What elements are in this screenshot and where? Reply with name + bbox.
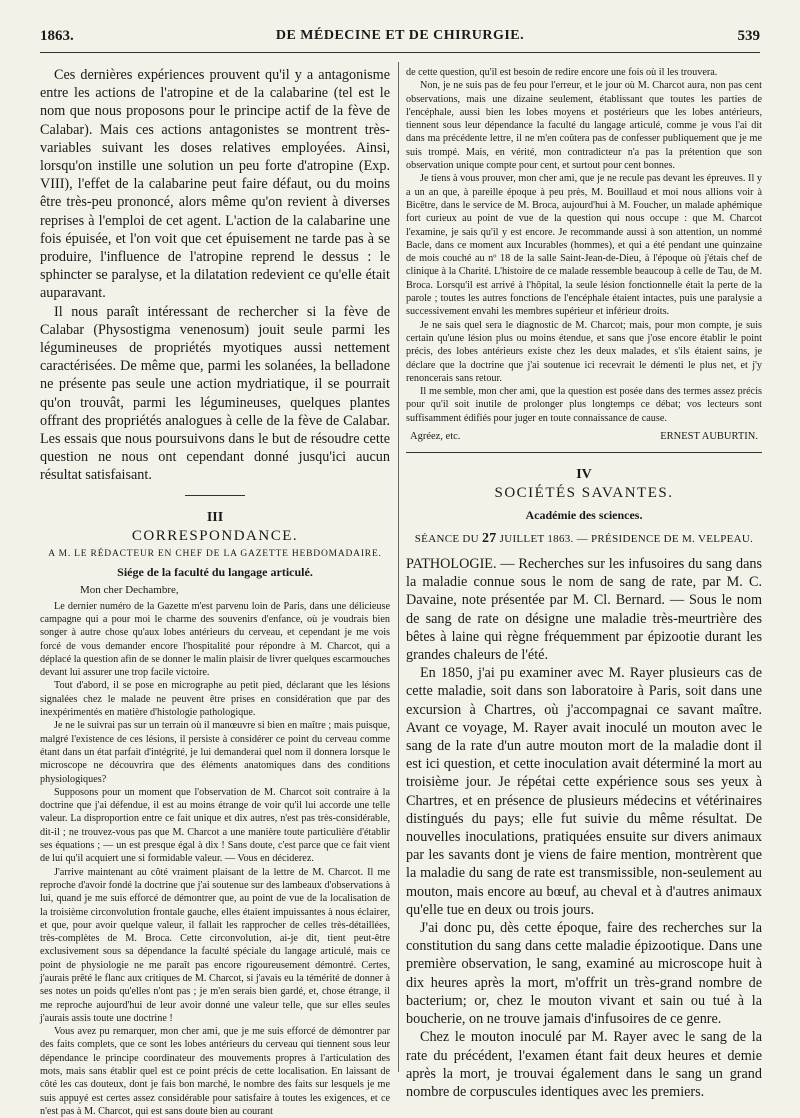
paragraph: PATHOLOGIE. — Recherches sur les infusoires du sang dans la maladie connue sous le nom de sang de rate, par M. C. Davaine, note présentée par M. Cl. Bernard. — Sous le nom de sang de rate on désigne une maladie très-meurtrière des bêtes à laine qui règne fréquemment par épizootie durant les grandes chaleurs de l'été. bbox=[406, 556, 762, 664]
paragraph: Il nous paraît intéressant de rechercher si la fève de Calabar (Physostigma venenosum) jouit seule parmi les légumineuses de propriétés myotiques aussi nettement caractérisées. De même que, parmi les solanées, la belladone ne présente pas seule une action mydriatique, il se pourrait qu'on trouvât, parmi les légumineuses, quelques plantes offrant des propriétés analogues à celle de la fève de Calabar. Les essais que nous poursuivons dans le but de résoudre cette question ne nous ont cependant donné jusqu'ici aucun résultat satisfaisant. bbox=[40, 303, 390, 484]
salutation: Mon cher Dechambre, bbox=[80, 583, 179, 596]
paragraph: Je ne sais quel sera le diagnostic de M. Charcot; mais, pour mon compte, je suis certain qu'une lésion plus ou moins étendue, et sans que j'ose encore établir le point précis, des lobes antérieurs existe chez les deux malades, et s'ils étaient sains, je déclare que la doctrine que j'ai soutenue ici recevrait le démenti le plus net, et j'y renoncerais sans retour. bbox=[406, 319, 762, 384]
running-header bbox=[40, 28, 760, 50]
paragraph: Non, je ne suis pas de feu pour l'erreur, et le jour où M. Charcot aura, non pas cent observations, mais une dizaine seulement, établissant que toutes les parties de l'encéphale, aussi bien les lobes moyens et postérieurs que les lobes antérieurs, tiennent sous leur dépendance la faculté du langage articulé, comme je vous l'ai dit dans ma précédente lettre, il ne m'en coûtera pas de confesser publiquement que je me suis trompé. Mais, en vérité, mon contradicteur n'a pas la prétention que son observation unique compte pour cent, et surtout pour cent bonnes. bbox=[406, 80, 762, 172]
paragraph: Le dernier numéro de la Gazette m'est parvenu loin de Paris, dans une délicieuse campagne qui a pour moi le charme des souvenirs d'enfance, où je voudrais bien songer à autre chose qu'aux lobes antérieurs du cerveau, et cependant je me vois forcé de vous demander encore l'hospitalité pour répondre à M. Charcot, qui a déplacé la question afin de se donner le malin plaisir de livrer quelques escarmouches devant lui assurer une trop facile victoire. bbox=[40, 600, 390, 679]
session-line bbox=[406, 531, 762, 547]
section-number: III bbox=[206, 509, 224, 525]
right-column bbox=[406, 66, 762, 1101]
header-title: DE MÉDECINE ET DE CHIRURGIE. bbox=[275, 28, 525, 43]
paragraph: de cette question, qu'il est besoin de redire encore une fois où il les trouvera. bbox=[406, 67, 718, 78]
paragraph: Tout d'abord, il se pose en micrographe au petit pied, déclarant que les lésions signalées chez le malade ne peuvent être prises en considération que par des inexpérimentés en matière d'histologie pathologique. bbox=[40, 680, 390, 719]
paragraph: Il me semble, mon cher ami, que la question est posée dans des termes assez précis pour qu'il soit inutile de prolonger plus longtemps ce débat; vos lecteurs sont suffisamment édifiés pour juger en toute connaissance de cause. bbox=[406, 386, 762, 424]
paragraph: J'ai donc pu, dès cette époque, faire des recherches sur la constitution du sang dans cette maladie épizootique. Dans une première observation, le sang, examiné au microscope huit à dix heures après la mort, m'offrit un très-grand nombre de bacterium; or, chez le mouton vivant et sain ou tué à la boucherie, on ne trouve jamais d'infusoires de ce genre. bbox=[406, 920, 762, 1028]
session-prefix: SÉANCE DU bbox=[414, 533, 479, 546]
session-suffix: JUILLET 1863. — PRÉSIDENCE DE M. VELPEAU. bbox=[499, 533, 754, 546]
left-column bbox=[40, 66, 390, 1118]
signoff-greeting: Agréez, etc. bbox=[410, 431, 461, 443]
signoff-author: ERNEST AUBURTIN. bbox=[660, 431, 758, 443]
section-divider bbox=[406, 452, 762, 453]
paragraph: Vous avez pu remarquer, mon cher ami, que je me suis efforcé de démontrer par des faits complets, que ce sont les lobes antérieurs du cerveau qui tiennent sous leur dépendance le principe coordinateur des mouvements propres à l'articulation des mots, mais sans établir quel est ce point précis de cette localisation. En laissant de côté les cas douteux, dont je fais bon marché, le nombre des faits sur lesquels je me suis appuyé est certes assez considérable pour satisfaire à toutes les exigences, et ce n'est pas à M. Charcot, qui est sans doute bien au courant bbox=[40, 1026, 390, 1117]
session-day: 27 bbox=[481, 531, 497, 547]
header-year: 1863. bbox=[40, 28, 74, 44]
article-subheading: Siége de la faculté du langage articulé. bbox=[117, 564, 313, 579]
section-divider bbox=[185, 495, 245, 496]
section-number: IV bbox=[576, 467, 592, 483]
paragraph: Je ne le suivrai pas sur un terrain où il manœuvre si bien en maître ; mais puisque, malgré l'existence de ces lésions, il persiste à considérer ce point du cerveau comme étant dans un état parfait d'intégrité, je lui demanderai quel nom il donnera lorsque le microscope ne découvrira que des éléments anatomiques dans des conditions physiologiques? bbox=[40, 720, 390, 785]
paragraph: Supposons pour un moment que l'observation de M. Charcot soit contraire à la doctrine que j'ai défendue, il est au moins étrange de voir qu'il lui accorde une telle valeur. La disproportion entre ce fait unique et dix autres, n'est pas très-considérable, dit-il ; ne trouvez-vous pas que M. Charcot a une manière toute particulière d'établir ses équations ; — un est presque égal à dix ! Sans doute, c'est parce que ce fait vient de lui qu'il acquiert une si formidable valeur. — Vous en déciderez. bbox=[40, 786, 390, 865]
article-subheading: Académie des sciences. bbox=[525, 508, 643, 523]
paragraph: En 1850, j'ai pu examiner avec M. Rayer plusieurs cas de cette maladie, soit dans son laboratoire à Paris, soit dans une excursion à Chartres, où j'accompagnai ce savant maître. Avant ce voyage, M. Rayer avait inoculé un mouton avec le sang de la rate d'un autre mouton mort de la maladie dont il est ici question, et cette inoculation avait déterminé la mort au troisième jour. Je répétai cette expérience sous ses yeux à Chartres, et en présence de plusieurs médecins et vétérinaires distingués du pays; elle fut suivie du même résultat. De nouvelles inoculations, pratiquées ensuite sur divers animaux par les savants dont je viens de faire mention, montrèrent que la maladie du sang de rate est transmissible, non-seulement au mouton, mais encore au bœuf, au cheval et à d'autres animaux qu'elle tue en deux ou trois jours. bbox=[406, 665, 762, 918]
column-divider bbox=[398, 62, 399, 1072]
section-addressee: A M. LE RÉDACTEUR EN CHEF DE LA GAZETTE HEBDOMADAIRE. bbox=[48, 548, 382, 559]
header-rule bbox=[40, 52, 760, 53]
letter-signoff bbox=[406, 431, 762, 442]
paragraph: Je tiens à vous prouver, mon cher ami, que je ne recule pas devant les épreuves. Il y a un an que, à pareille époque à peu près, M. Bouillaud et moi nous allions voir à Bicêtre, dans le service de M. Broca, aujourd'hui à M. Foucher, un malade aphémique fort curieux au point de vue de la question qui nous occupe : que M. Charcot l'examine, je sais qu'il y est encore. Je recommande aussi à son attention, un nommé Bacle, dans ce moment aux Incurables (hommes), et qui a été pendant une quinzaine de mois couché au nº 18 de la salle Saint-Jean-de-Dieu, à l'époque où j'étais chef de clinique à la Charité. L'histoire de ce malade ressemble beaucoup à celle de Tau, de M. Broca. Lorsqu'il est arrivé à l'hôpital, la seule lésion fonctionnelle était la perte de la parole ; toutes les autres fonctions de l'encéphale étaient intactes, puis une paralysie a successivement envahi les membres supérieur et inférieur droits. bbox=[406, 173, 762, 318]
paragraph: Ces dernières expériences prouvent qu'il y a antagonisme entre les actions de l'atropine et de la calabarine (tel est le nom que nous proposons pour le principe actif de la fève de Calabar). Mais ces actions antagonistes se montrent très-variables suivant les doses relatives employées. Ainsi, lorsqu'on instille une solution un peu forte d'atropine (Exp. VIII), l'effet de la calabarine peut faire défaut, ou du moins être très-peu prononcé, alors même qu'on revient à diverses reprises à l'emploi de cet agent. L'action de la calabarine une fois épuisée, et l'on voit que cet épuisement ne tarde pas à se produire, l'influence de l'atropine reprend le dessus : le sphincter se paralyse, et la dilatation redevient ce qu'elle était auparavant. bbox=[40, 67, 390, 302]
section-title: SOCIÉTÉS SAVANTES. bbox=[494, 485, 674, 502]
paragraph: Chez le mouton inoculé par M. Rayer avec le sang de la rate du précédent, l'examen étant fait deux heures et demie après la mort, je trouvai également dans le sang un grand nombre de corpuscules identiques avec les premiers. bbox=[406, 1029, 762, 1100]
paragraph: J'arrive maintenant au côté vraiment plaisant de la lettre de M. Charcot. Il me reproche d'avoir fondé la doctrine que j'ai soutenue sur des lambeaux d'observations à lui, quand je me suis efforcé de démontrer que, au point de vue de la localisation de la troisième circonvolution frontale gauche, elles étaient impuissantes à nous éclairer, et que, pour avoir quelque valeur, il fallait les rapprocher de celles très-détaillées, très-complètes de M. Broca. Cette circonvolution, ai-je dit, tient peut-être exclusivement sous sa dépendance la faculté spéciale du langage articulé, mais ce point de physiologie ne me paraît pas encore rigoureusement démontré. Certes, j'aurais prêté le flanc aux critiques de M. Charcot, si j'avais eu la témérité de donner à ses notes un poids qu'elles n'ont pas ; je m'en serais bien gardé, et, chose étrange, il me reproche aujourd'hui de leur avoir donné une valeur telle, que sur elles seules j'aurais assis toute une doctrine ! bbox=[40, 866, 390, 1024]
page-number: 539 bbox=[737, 28, 760, 44]
section-title: CORRESPONDANCE. bbox=[131, 527, 299, 544]
